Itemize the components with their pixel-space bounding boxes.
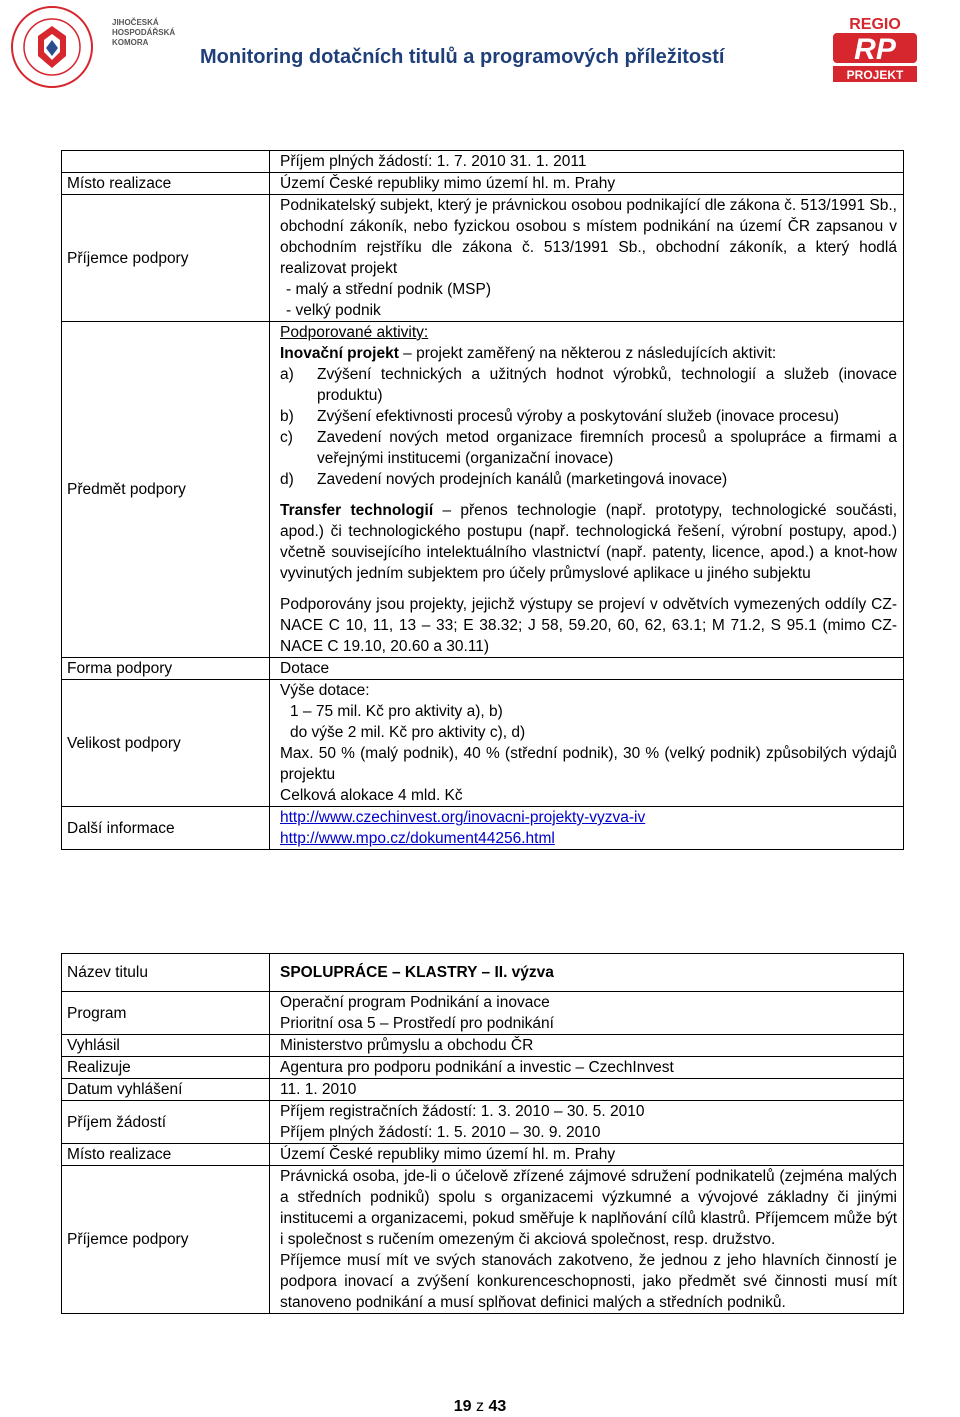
row-value: Dotace — [270, 658, 904, 680]
row-label: Realizuje — [62, 1057, 270, 1079]
empty-label-cell — [62, 151, 270, 173]
technology-transfer-text: Transfer technologií – přenos technologie (např. prototypy, technologické součásti, apod.) či technologického postupu (např. technologická řešení, výrobní postupy, apod.) včetně souvisejícího intelektuálního vlastnictví (např. patenty, licence, apod.) a knot-how vyvinutých jedním subjektem pro účely průmyslové aplikace u jiného subjektu — [280, 502, 897, 582]
beneficiary-text: Podnikatelský subjekt, který je právnickou osobou podnikající dle zákona č. 513/1991 Sb., obchodní zákoník, nebo fyzickou osobou s místem podnikání na území ČR zapsanou v obchodním rejstříku dle zákona č. 513/1991 Sb., obchodní zákoník, a který hodlá realizovat projekt — [280, 197, 897, 277]
row-value: Operační program Podnikání a inovace Prioritní osa 5 – Prostředí pro podnikání — [270, 992, 904, 1035]
table-row — [62, 658, 904, 680]
list-item: - malý a střední podnik (MSP) — [286, 281, 492, 298]
row-label: Velikost podpory — [62, 680, 270, 807]
table-row — [62, 992, 904, 1035]
regional-chamber-name: JIHOČESKÁ HOSPODÁŘSKÁ KOMORA — [112, 18, 176, 47]
table-row — [62, 195, 904, 322]
row-value: 11. 1. 2010 — [270, 1079, 904, 1101]
supported-activities-heading: Podporované aktivity: — [280, 324, 429, 341]
mpo-link[interactable]: http://www.mpo.cz/dokument44256.html — [280, 830, 555, 847]
table-row — [62, 1057, 904, 1079]
row-label: Program — [62, 992, 270, 1035]
row-label: Příjem žádostí — [62, 1101, 270, 1144]
table-row — [62, 1166, 904, 1314]
application-period: Příjem plných žádostí: 1. 7. 2010 31. 1. 2011 — [270, 151, 904, 173]
row-label: Příjemce podpory — [62, 195, 270, 322]
row-value: Území České republiky mimo území hl. m. Prahy — [270, 173, 904, 195]
page-header — [0, 0, 960, 115]
support-size-cell: Výše dotace: 1 – 75 mil. Kč pro aktivity a), b) do výše 2 mil. Kč pro aktivity c), d) Max. 50 % (malý podnik), 40 % (střední podnik), 30 % (velký podnik) způsobilých výdajů projektu Celková alokace 4 mld. Kč — [270, 680, 904, 807]
page-title: Monitoring dotačních titulů a programových příležitostí — [200, 46, 725, 68]
beneficiary-cell: Právnická osoba, jde-li o účelově zřízené zájmové sdružení podnikatelů (zejména malých a středních podniků) spolu s organizacemi výzkumné a vývojové základny či jinými institucemi a organizacemi, pokud směřuje k naplňování cílů klastrů. Příjemcem může být i společnost s ručením omezeným či akciová společnost, resp. družstvo. Příjemce musí mít ve svých stanovách zakotveno, že jednou z jeho hlavních činností je podpora inovací a zvýšení konkurenceschopnosti, jako předmět své činnosti musí mít stanoveno podnikání a musí splňovat definici malých a středních podniků. — [270, 1166, 904, 1314]
table-row — [62, 680, 904, 807]
row-label: Název titulu — [62, 954, 270, 992]
grant-title: SPOLUPRÁCE – KLASTRY – II. výzva — [270, 954, 904, 992]
row-label: Vyhlásil — [62, 1035, 270, 1057]
subject-cell — [270, 322, 904, 658]
list-item: a) Zvýšení technických a užitných hodnot výrobků, technologií a služeb (inovace produktu) — [280, 366, 897, 404]
beneficiary-cell — [270, 195, 904, 322]
row-value: Příjem registračních žádostí: 1. 3. 2010 – 30. 5. 2010 Příjem plných žádostí: 1. 5. 2010 – 30. 9. 2010 — [270, 1101, 904, 1144]
row-value: Agentura pro podporu podnikání a investic – CzechInvest — [270, 1057, 904, 1079]
table-row — [62, 151, 904, 173]
row-label: Místo realizace — [62, 1144, 270, 1166]
row-label: Příjemce podpory — [62, 1166, 270, 1314]
supported-sectors-text: Podporovány jsou projekty, jejichž výstupy se projeví v odvětvích vymezených oddíly CZ-NACE C 10, 11, 13 – 33; E 38.32; J 58, 59.20, 60, 62, 63.1; M 71.2, S 95.1 (mimo CZ-NACE C 19.10, 20.60 a 30.11) — [280, 596, 897, 655]
table-row — [62, 1079, 904, 1101]
table-row — [62, 807, 904, 850]
logo-projekt-text: PROJEKT — [846, 68, 904, 82]
table-row — [62, 1144, 904, 1166]
row-value: Ministerstvo průmyslu a obchodu ČR — [270, 1035, 904, 1057]
logo-regio-text: REGIO — [849, 16, 901, 33]
table-row — [62, 1101, 904, 1144]
table-row — [62, 322, 904, 658]
row-label: Místo realizace — [62, 173, 270, 195]
row-label: Předmět podpory — [62, 322, 270, 658]
row-value: Území České republiky mimo území hl. m. Prahy — [270, 1144, 904, 1166]
list-item: d) Zavedení nových prodejních kanálů (marketingová inovace) — [280, 471, 728, 488]
chamber-seal-logo — [6, 4, 110, 90]
table-row — [62, 954, 904, 992]
table-row — [62, 173, 904, 195]
innovation-project-line: Inovační projekt – projekt zaměřený na některou z následujících aktivit: — [280, 345, 777, 362]
grant-table-klastry — [61, 953, 904, 1314]
list-item: b) Zvýšení efektivnosti procesů výroby a poskytování služeb (inovace procesu) — [280, 408, 840, 425]
list-item: - velký podnik — [286, 302, 381, 319]
logo-rp-text: RP — [854, 33, 896, 66]
czechinvest-link[interactable]: http://www.czechinvest.org/inovacni-projekty-vyzva-iv — [280, 809, 646, 826]
regio-rp-projekt-logo — [825, 14, 925, 84]
row-label: Datum vyhlášení — [62, 1079, 270, 1101]
row-label: Forma podpory — [62, 658, 270, 680]
table-row — [62, 1035, 904, 1057]
list-item: c) Zavedení nových metod organizace firemních procesů a spolupráce a firmami a veřejnými institucemi (organizační inovace) — [280, 429, 897, 467]
page-number: 19 z 43 — [453, 1398, 507, 1415]
row-label: Další informace — [62, 807, 270, 850]
grant-table-continued — [61, 150, 904, 850]
links-cell — [270, 807, 904, 850]
